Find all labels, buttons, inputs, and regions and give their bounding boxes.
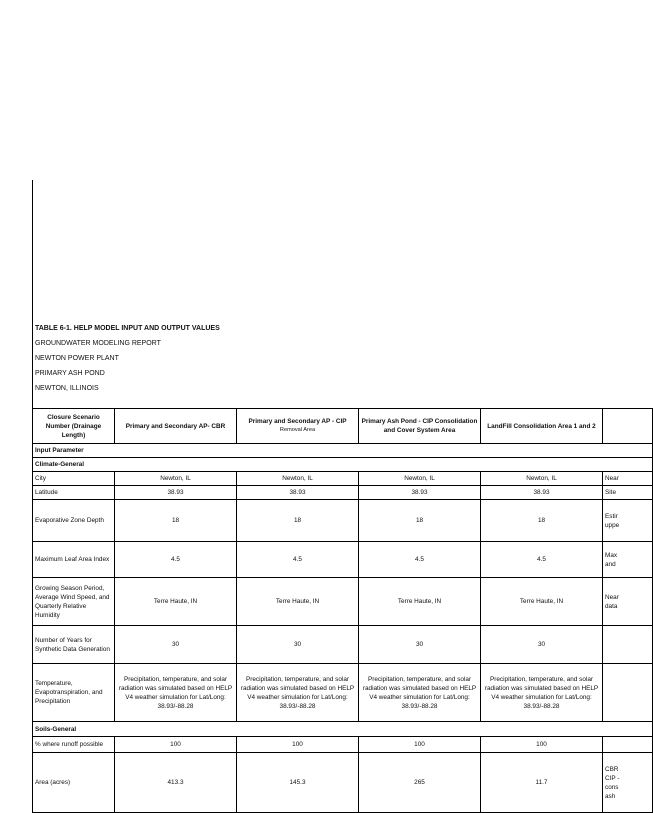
- cell-value: 38.93: [359, 486, 481, 500]
- cell-value: Precipitation, temperature, and solar radiation was simulated based on HELP V4 weather simulation for Lat/Long: 38.93/-88.28: [359, 664, 481, 722]
- cell-value: 18: [481, 500, 603, 542]
- table-row: [33, 542, 653, 578]
- remark-line: CIP -: [605, 774, 620, 782]
- header-cip-consolidation: Primary Ash Pond - CIP Consolidation and Cover System Area: [359, 409, 481, 444]
- table-title: TABLE 6-1. HELP MODEL INPUT AND OUTPUT VALUES: [35, 325, 220, 332]
- cell-value: 413.3: [115, 753, 237, 813]
- cell-remark: [603, 753, 653, 813]
- section-input-parameter: Input Parameter: [33, 444, 653, 458]
- location-name: NEWTON, ILLINOIS: [35, 385, 99, 392]
- cell-value: 38.93: [115, 486, 237, 500]
- header-cip-removal-sub: Removal Area: [279, 427, 316, 433]
- cell-remark: [603, 500, 653, 542]
- remark-line: cons: [605, 783, 619, 791]
- section-row: [33, 458, 653, 472]
- cell-value: 4.5: [115, 542, 237, 578]
- cell-remark: [603, 578, 653, 626]
- header-cip-removal-main: Primary and Secondary AP - CIP: [248, 418, 347, 425]
- cell-remark: Site: [603, 486, 653, 500]
- cell-value: 100: [115, 737, 237, 753]
- cell-value: 30: [481, 626, 603, 664]
- header-cbr: Primary and Secondary AP- CBR: [115, 409, 237, 444]
- report-name: GROUNDWATER MODELING REPORT: [35, 340, 161, 347]
- cell-value: 4.5: [237, 542, 359, 578]
- row-label: Temperature, Evapotranspiration, and Precipitation: [33, 664, 115, 722]
- cell-remark: [603, 664, 653, 722]
- row-label: Growing Season Period, Average Wind Speed, and Quarterly Relative Humidity: [33, 578, 115, 626]
- table-row: [33, 737, 653, 753]
- row-label: Latitude: [33, 486, 115, 500]
- cell-value: Newton, IL: [115, 472, 237, 486]
- cell-value: Newton, IL: [481, 472, 603, 486]
- cell-value: Precipitation, temperature, and solar radiation was simulated based on HELP V4 weather simulation for Lat/Long: 38.93/-88.28: [481, 664, 603, 722]
- remark-line: data: [605, 602, 618, 610]
- remark-line: Near: [605, 593, 619, 601]
- cell-value: 4.5: [481, 542, 603, 578]
- cell-value: Terre Haute, IN: [115, 578, 237, 626]
- cell-value: Newton, IL: [359, 472, 481, 486]
- cell-value: 100: [481, 737, 603, 753]
- cell-value: 18: [237, 500, 359, 542]
- cell-value: 100: [237, 737, 359, 753]
- cell-value: 30: [115, 626, 237, 664]
- plant-name: NEWTON POWER PLANT: [35, 355, 119, 362]
- help-model-table: [32, 408, 653, 813]
- cell-value: Precipitation, temperature, and solar radiation was simulated based on HELP V4 weather simulation for Lat/Long: 38.93/-88.28: [237, 664, 359, 722]
- header-landfill: LandFill Consolidation Area 1 and 2: [481, 409, 603, 444]
- table-row: [33, 472, 653, 486]
- cell-remark: [603, 737, 653, 753]
- cell-value: 4.5: [359, 542, 481, 578]
- cell-value: 38.93: [237, 486, 359, 500]
- table-row: [33, 753, 653, 813]
- row-label: Evaporative Zone Depth: [33, 500, 115, 542]
- section-climate-general: Climate-General: [33, 458, 653, 472]
- cell-value: 18: [115, 500, 237, 542]
- cell-value: 265: [359, 753, 481, 813]
- cell-value: Terre Haute, IN: [481, 578, 603, 626]
- cell-value: 18: [359, 500, 481, 542]
- cell-value: 11.7: [481, 753, 603, 813]
- remark-line: and: [605, 560, 616, 568]
- table-row: [33, 664, 653, 722]
- row-label: Area (acres): [33, 753, 115, 813]
- cell-value: 100: [359, 737, 481, 753]
- cell-remark: Near: [603, 472, 653, 486]
- table-row: [33, 626, 653, 664]
- remark-line: uppe: [605, 521, 620, 529]
- cell-value: 30: [359, 626, 481, 664]
- cell-value: 30: [237, 626, 359, 664]
- header-closure-scenario: Closure Scenario Number (Drainage Length): [33, 409, 115, 444]
- cell-value: Terre Haute, IN: [237, 578, 359, 626]
- cell-value: Precipitation, temperature, and solar radiation was simulated based on HELP V4 weather simulation for Lat/Long: 38.93/-88.28: [115, 664, 237, 722]
- remark-line: Estir: [605, 512, 618, 520]
- table-row: [33, 500, 653, 542]
- pond-name: PRIMARY ASH POND: [35, 370, 105, 377]
- section-soils-general: Soils-General: [33, 722, 653, 737]
- section-row: [33, 722, 653, 737]
- row-label: Maximum Leaf Area Index: [33, 542, 115, 578]
- remark-line: Max: [605, 551, 618, 559]
- row-label: City: [33, 472, 115, 486]
- cell-value: Newton, IL: [237, 472, 359, 486]
- cell-value: Terre Haute, IN: [359, 578, 481, 626]
- remark-line: CBR: [605, 765, 619, 773]
- table-row: [33, 578, 653, 626]
- table-row: [33, 486, 653, 500]
- cell-remark: [603, 542, 653, 578]
- header-remarks: [603, 409, 653, 444]
- section-row: [33, 444, 653, 458]
- row-label: Number of Years for Synthetic Data Generation: [33, 626, 115, 664]
- header-cip-removal: [237, 409, 359, 444]
- row-label: % where runoff possible: [33, 737, 115, 753]
- table-header-row: [33, 409, 653, 444]
- cell-value: 145.3: [237, 753, 359, 813]
- cell-value: 38.93: [481, 486, 603, 500]
- remark-line: ash: [605, 792, 616, 800]
- cell-remark: [603, 626, 653, 664]
